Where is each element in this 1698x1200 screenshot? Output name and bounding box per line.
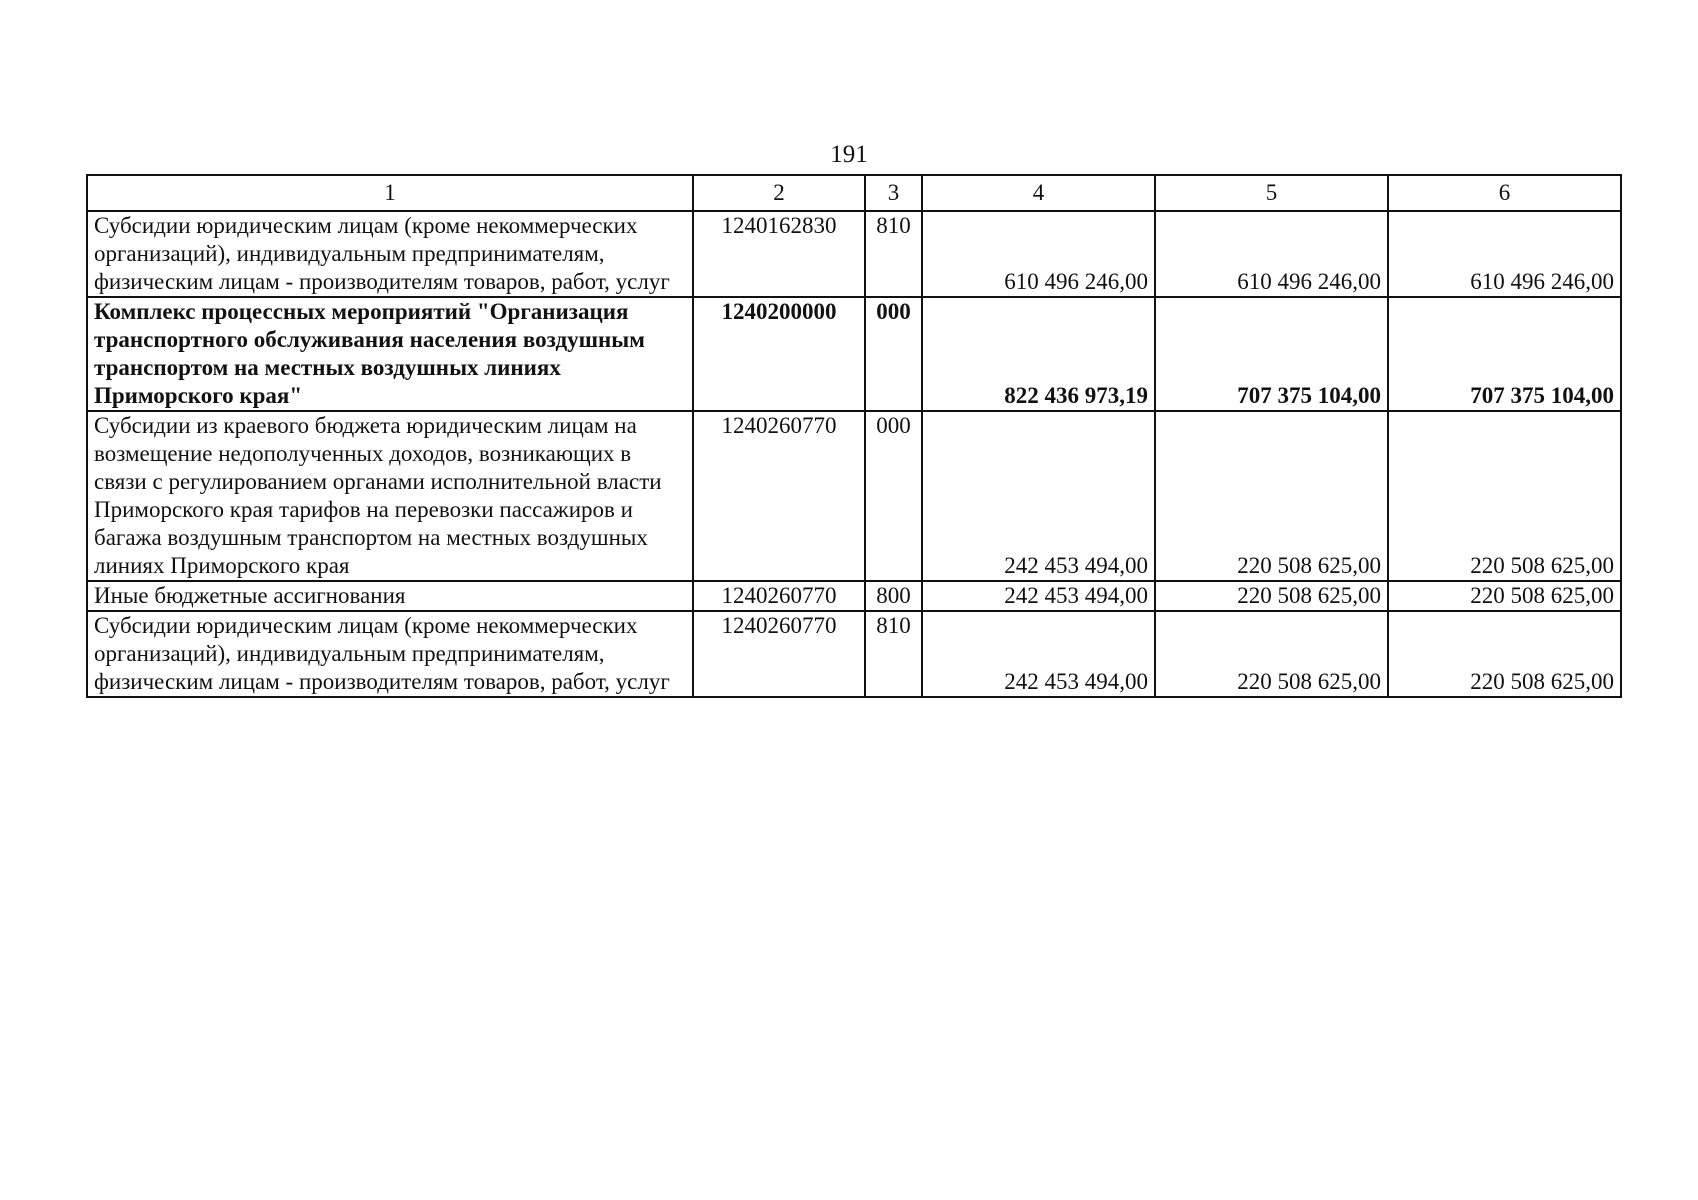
row-vr-code: 000 xyxy=(865,411,922,581)
row-amount-col5: 220 508 625,00 xyxy=(1155,611,1388,697)
budget-table xyxy=(86,174,1622,698)
header-row xyxy=(87,175,1621,211)
row-amount-col6: 220 508 625,00 xyxy=(1388,581,1621,611)
row-amount-col6: 220 508 625,00 xyxy=(1388,411,1621,581)
table-row xyxy=(87,411,1621,581)
row-name: Иные бюджетные ассигнования xyxy=(87,581,693,611)
header-cell: 1 xyxy=(87,175,693,211)
row-csr-code: 1240260770 xyxy=(693,581,865,611)
header-cell: 6 xyxy=(1388,175,1621,211)
row-amount-col4: 242 453 494,00 xyxy=(922,611,1155,697)
row-name: Субсидии из краевого бюджета юридическим лицам на возмещение недополученных доходов, возникающих в связи с регулированием органами исполнительной власти Приморского края тарифов на перевозки пассажиров и багажа воздушным транспортом на местных воздушных линиях Приморского края xyxy=(87,411,693,581)
table-row xyxy=(87,211,1621,297)
row-amount-col5: 610 496 246,00 xyxy=(1155,211,1388,297)
row-amount-col4: 610 496 246,00 xyxy=(922,211,1155,297)
row-name: Субсидии юридическим лицам (кроме некоммерческих организаций), индивидуальным предпринимателям, физическим лицам - производителям товаров, работ, услуг xyxy=(87,211,693,297)
row-vr-code: 800 xyxy=(865,581,922,611)
row-amount-col5: 220 508 625,00 xyxy=(1155,411,1388,581)
row-amount-col4: 822 436 973,19 xyxy=(922,297,1155,411)
row-csr-code: 1240200000 xyxy=(693,297,865,411)
table-row xyxy=(87,297,1621,411)
row-vr-code: 810 xyxy=(865,611,922,697)
row-amount-col4: 242 453 494,00 xyxy=(922,581,1155,611)
table-row xyxy=(87,581,1621,611)
header-cell: 3 xyxy=(865,175,922,211)
row-csr-code: 1240162830 xyxy=(693,211,865,297)
table-row xyxy=(87,611,1621,697)
row-name: Субсидии юридическим лицам (кроме некоммерческих организаций), индивидуальным предпринимателям, физическим лицам - производителям товаров, работ, услуг xyxy=(87,611,693,697)
page-number: 191 xyxy=(830,141,868,168)
row-amount-col6: 220 508 625,00 xyxy=(1388,611,1621,697)
row-amount-col6: 610 496 246,00 xyxy=(1388,211,1621,297)
row-vr-code: 810 xyxy=(865,211,922,297)
row-amount-col4: 242 453 494,00 xyxy=(922,411,1155,581)
row-amount-col5: 220 508 625,00 xyxy=(1155,581,1388,611)
header-cell: 4 xyxy=(922,175,1155,211)
row-amount-col6: 707 375 104,00 xyxy=(1388,297,1621,411)
row-csr-code: 1240260770 xyxy=(693,411,865,581)
row-vr-code: 000 xyxy=(865,297,922,411)
row-csr-code: 1240260770 xyxy=(693,611,865,697)
header-cell: 5 xyxy=(1155,175,1388,211)
row-amount-col5: 707 375 104,00 xyxy=(1155,297,1388,411)
header-cell: 2 xyxy=(693,175,865,211)
row-name: Комплекс процессных мероприятий "Организация транспортного обслуживания населения воздушным транспортом на местных воздушных линиях Приморского края" xyxy=(87,297,693,411)
